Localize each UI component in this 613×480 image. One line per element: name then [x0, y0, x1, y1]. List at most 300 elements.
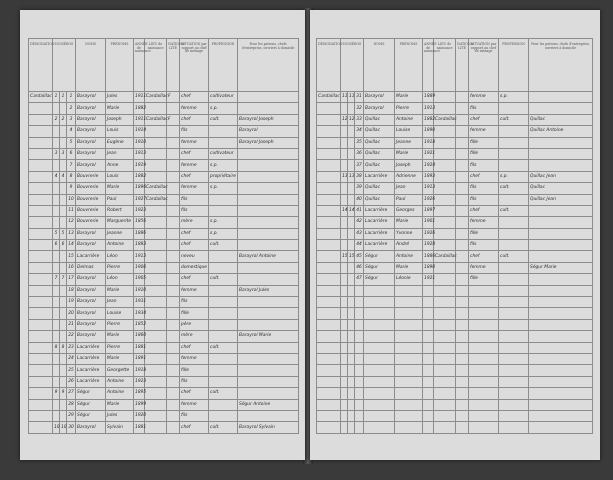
designation-cell	[29, 194, 53, 205]
birth-year-cell: 1923	[134, 376, 145, 387]
nationality-cell	[456, 422, 469, 433]
birth-year-cell: 1926	[423, 194, 434, 205]
birth-year-cell: 1891	[134, 353, 145, 364]
table-row	[317, 183, 593, 194]
employer-cell: Barayrol Joseph	[238, 137, 299, 148]
relation-cell: fille	[180, 365, 209, 376]
nationality-cell	[456, 240, 469, 251]
relation-cell: chef	[180, 228, 209, 239]
surname-cell	[364, 422, 395, 433]
employer-cell	[238, 353, 299, 364]
birthplace-cell	[434, 297, 456, 308]
surname-cell	[364, 308, 395, 319]
profession-cell	[209, 126, 238, 137]
dwelling-number-cell	[348, 376, 355, 387]
surname-cell: Lacarrière	[364, 205, 395, 216]
household-number-cell	[53, 399, 60, 410]
birth-year-cell: 1931	[134, 297, 145, 308]
birth-year-cell: 1852	[134, 319, 145, 330]
employer-cell	[529, 297, 593, 308]
relation-cell: chef	[180, 274, 209, 285]
birth-year-cell: 1897	[423, 205, 434, 216]
employer-cell	[238, 171, 299, 182]
surname-cell: Barayrol	[76, 114, 106, 125]
profession-cell	[499, 319, 529, 330]
birthplace-cell	[145, 171, 167, 182]
profession-cell	[499, 228, 529, 239]
firstname-cell	[395, 308, 423, 319]
profession-cell: cult.	[209, 240, 238, 251]
surname-cell: Barayrol	[76, 319, 106, 330]
household-number-cell: 1	[53, 92, 60, 103]
dwelling-number-cell	[348, 137, 355, 148]
surname-cell	[364, 319, 395, 330]
firstname-cell	[395, 376, 423, 387]
dwelling-number-cell: 12	[348, 114, 355, 125]
designation-cell	[29, 422, 53, 433]
census-table-left	[28, 38, 299, 434]
birthplace-cell	[145, 376, 167, 387]
nationality-cell	[456, 376, 469, 387]
employer-cell	[529, 365, 593, 376]
profession-cell: cult.	[499, 251, 529, 262]
person-number-cell: 39	[355, 183, 364, 194]
person-number-cell: 14	[67, 240, 76, 251]
person-number-cell	[355, 376, 364, 387]
surname-cell: Lacarrière	[364, 217, 395, 228]
birthplace-cell	[434, 137, 456, 148]
dwelling-number-cell	[348, 274, 355, 285]
birthplace-cell	[434, 228, 456, 239]
relation-cell: chef	[180, 342, 209, 353]
surname-cell: Quillac	[364, 126, 395, 137]
table-row	[29, 365, 299, 376]
birthplace-cell	[145, 240, 167, 251]
person-number-cell: 10	[67, 194, 76, 205]
firstname-cell: Eugène	[106, 137, 134, 148]
relation-cell	[469, 297, 499, 308]
table-row	[317, 103, 593, 114]
firstname-cell: Marie	[106, 399, 134, 410]
dwelling-number-cell	[348, 388, 355, 399]
birthplace-cell	[434, 353, 456, 364]
designation-cell	[29, 114, 53, 125]
nationality-cell	[456, 217, 469, 228]
relation-cell: fils	[469, 240, 499, 251]
table-row	[29, 114, 299, 125]
table-row	[29, 388, 299, 399]
birth-year-cell	[423, 308, 434, 319]
household-number-cell	[341, 353, 348, 364]
person-number-cell: 12	[67, 217, 76, 228]
relation-cell: mère	[180, 331, 209, 342]
dwelling-number-cell	[60, 103, 67, 114]
header-row	[29, 39, 299, 92]
nationality-cell	[167, 217, 180, 228]
household-number-cell	[341, 262, 348, 273]
profession-cell: cultivateur	[209, 148, 238, 159]
birthplace-cell	[434, 194, 456, 205]
relation-cell: fils	[469, 103, 499, 114]
surname-cell	[364, 399, 395, 410]
firstname-cell	[395, 422, 423, 433]
person-number-cell: 34	[355, 126, 364, 137]
birth-year-cell: 1914	[134, 126, 145, 137]
employer-cell: Quillac Antoine	[529, 126, 593, 137]
firstname-cell: Louis	[106, 171, 134, 182]
header-firstname: PRÉNOMS	[106, 39, 134, 92]
header-row	[317, 39, 593, 92]
dwelling-number-cell: 4	[60, 171, 67, 182]
dwelling-number-cell	[60, 319, 67, 330]
dwelling-number-cell: 9	[60, 388, 67, 399]
table-row	[317, 262, 593, 273]
birth-year-cell: 1919	[134, 160, 145, 171]
birth-year-cell: 1910	[134, 285, 145, 296]
relation-cell	[469, 285, 499, 296]
birthplace-cell	[145, 308, 167, 319]
relation-cell: fils	[180, 376, 209, 387]
birth-year-cell: 1882	[134, 171, 145, 182]
designation-cell	[29, 388, 53, 399]
header-profession: PROFESSION	[209, 39, 238, 92]
table-row	[29, 148, 299, 159]
table-row	[317, 240, 593, 251]
firstname-cell: Marguerite	[106, 217, 134, 228]
dwelling-number-cell	[348, 297, 355, 308]
household-number-cell: 13	[341, 171, 348, 182]
profession-cell	[499, 217, 529, 228]
firstname-cell	[395, 365, 423, 376]
firstname-cell: Anne	[106, 160, 134, 171]
birth-year-cell	[423, 388, 434, 399]
relation-cell: chef	[180, 388, 209, 399]
designation-cell	[317, 388, 341, 399]
profession-cell: s.p.	[209, 160, 238, 171]
household-number-cell	[341, 126, 348, 137]
surname-cell: Barayrol	[76, 308, 106, 319]
household-number-cell	[53, 353, 60, 364]
designation-cell	[317, 376, 341, 387]
household-number-cell	[53, 160, 60, 171]
firstname-cell: Marie	[395, 92, 423, 103]
nationality-cell: F	[167, 92, 180, 103]
profession-cell	[209, 308, 238, 319]
surname-cell: Barayrol	[364, 92, 395, 103]
relation-cell: chef	[180, 240, 209, 251]
birth-year-cell: 1911	[134, 114, 145, 125]
firstname-cell	[395, 297, 423, 308]
designation-cell	[29, 160, 53, 171]
profession-cell	[209, 251, 238, 262]
profession-cell	[499, 365, 529, 376]
household-number-cell	[53, 285, 60, 296]
surname-cell	[364, 331, 395, 342]
dwelling-number-cell	[60, 137, 67, 148]
household-number-cell	[341, 331, 348, 342]
birthplace-cell	[434, 308, 456, 319]
table-row	[317, 274, 593, 285]
profession-cell	[209, 331, 238, 342]
firstname-cell: Louise	[395, 126, 423, 137]
table-row	[29, 228, 299, 239]
profession-cell	[499, 376, 529, 387]
relation-cell: chef	[180, 422, 209, 433]
employer-cell	[529, 422, 593, 433]
profession-cell: s.p.	[499, 92, 529, 103]
employer-cell	[238, 205, 299, 216]
firstname-cell: Antoine	[106, 388, 134, 399]
person-number-cell: 5	[67, 137, 76, 148]
person-number-cell	[355, 399, 364, 410]
birth-year-cell: 1913	[134, 251, 145, 262]
person-number-cell	[355, 422, 364, 433]
profession-cell: cult.	[209, 342, 238, 353]
table-row	[317, 319, 593, 330]
table-row	[317, 205, 593, 216]
table-row	[29, 410, 299, 421]
household-number-cell	[53, 262, 60, 273]
nationality-cell	[167, 160, 180, 171]
surname-cell: Barayrol	[76, 228, 106, 239]
profession-cell: cult.	[499, 114, 529, 125]
header-designation: DÉSIGNATION	[317, 39, 341, 92]
relation-cell: neveu	[180, 251, 209, 262]
table-row	[317, 160, 593, 171]
employer-cell	[529, 274, 593, 285]
table-row	[317, 194, 593, 205]
birthplace-cell	[434, 422, 456, 433]
employer-cell	[238, 388, 299, 399]
person-number-cell: 33	[355, 114, 364, 125]
dwelling-number-cell	[60, 308, 67, 319]
table-row	[317, 376, 593, 387]
employer-cell	[529, 137, 593, 148]
table-row	[29, 183, 299, 194]
firstname-cell	[395, 285, 423, 296]
dwelling-number-cell	[348, 365, 355, 376]
firstname-cell: Jean	[395, 183, 423, 194]
designation-cell	[29, 103, 53, 114]
birth-year-cell	[423, 285, 434, 296]
household-number-cell	[53, 410, 60, 421]
birth-year-cell: 1893	[423, 171, 434, 182]
person-number-cell: 6	[67, 148, 76, 159]
employer-cell	[238, 240, 299, 251]
birth-year-cell: 1918	[134, 365, 145, 376]
surname-cell: Bouvrerie	[76, 205, 106, 216]
relation-cell	[469, 365, 499, 376]
person-number-cell: 22	[67, 331, 76, 342]
designation-cell	[29, 353, 53, 364]
table-row	[29, 92, 299, 103]
profession-cell	[499, 148, 529, 159]
person-number-cell	[355, 331, 364, 342]
dwelling-number-cell	[60, 262, 67, 273]
designation-cell	[29, 274, 53, 285]
firstname-cell: Louis	[106, 126, 134, 137]
firstname-cell: Pierre	[395, 103, 423, 114]
table-row	[29, 217, 299, 228]
birthplace-cell	[145, 399, 167, 410]
birth-year-cell: 1890	[423, 262, 434, 273]
employer-cell: Barayrol Jules	[238, 285, 299, 296]
employer-cell	[238, 376, 299, 387]
birth-year-cell: 1882	[134, 103, 145, 114]
surname-cell: Ségur	[364, 262, 395, 273]
nationality-cell	[456, 285, 469, 296]
household-number-cell	[53, 103, 60, 114]
table-row	[29, 137, 299, 148]
table-body-right	[317, 92, 593, 434]
household-number-cell	[341, 319, 348, 330]
birth-year-cell	[423, 342, 434, 353]
designation-cell	[317, 331, 341, 342]
birth-year-cell	[423, 319, 434, 330]
employer-cell: Barayrol Joseph	[238, 114, 299, 125]
relation-cell: fille	[469, 137, 499, 148]
nationality-cell	[456, 365, 469, 376]
nationality-cell	[456, 183, 469, 194]
table-row	[29, 194, 299, 205]
household-number-cell	[53, 183, 60, 194]
table-row	[29, 342, 299, 353]
birth-year-cell	[423, 376, 434, 387]
left-register-page	[20, 10, 305, 460]
firstname-cell: Marie	[106, 285, 134, 296]
header-numbers: NUMÉROS	[341, 39, 364, 92]
header-nationality: NATIONA-LITÉ	[456, 39, 469, 92]
employer-cell	[238, 274, 299, 285]
household-number-cell	[341, 308, 348, 319]
household-number-cell: 2	[53, 114, 60, 125]
employer-cell	[238, 217, 299, 228]
relation-cell: chef	[180, 171, 209, 182]
birth-year-cell: 1926	[423, 228, 434, 239]
birthplace-cell	[434, 376, 456, 387]
person-number-cell: 38	[355, 171, 364, 182]
dwelling-number-cell: 3	[60, 148, 67, 159]
profession-cell	[209, 285, 238, 296]
employer-cell: Ségur Antoine	[238, 399, 299, 410]
person-number-cell: 21	[67, 319, 76, 330]
birth-year-cell: 1883	[134, 240, 145, 251]
surname-cell: Barayrol	[76, 285, 106, 296]
relation-cell: femme	[469, 217, 499, 228]
relation-cell: femme	[469, 262, 499, 273]
dwelling-number-cell	[348, 228, 355, 239]
birthplace-cell	[145, 137, 167, 148]
designation-cell	[317, 297, 341, 308]
profession-cell	[499, 103, 529, 114]
person-number-cell: 27	[67, 388, 76, 399]
surname-cell: Barayrol	[76, 92, 106, 103]
person-number-cell: 36	[355, 148, 364, 159]
designation-cell	[29, 308, 53, 319]
header-birthplace: LIEU de naissance	[434, 39, 456, 92]
surname-cell	[364, 410, 395, 421]
dwelling-number-cell	[348, 308, 355, 319]
profession-cell: s.p.	[209, 217, 238, 228]
birthplace-cell	[145, 126, 167, 137]
profession-cell	[499, 126, 529, 137]
household-number-cell: 10	[53, 422, 60, 433]
person-number-cell: 37	[355, 160, 364, 171]
birthplace-cell: Cardaillac	[145, 114, 167, 125]
person-number-cell	[355, 297, 364, 308]
designation-cell	[317, 365, 341, 376]
designation-cell	[29, 228, 53, 239]
profession-cell: cult.	[209, 114, 238, 125]
surname-cell	[364, 342, 395, 353]
birth-year-cell: 1886	[134, 228, 145, 239]
person-number-cell: 43	[355, 228, 364, 239]
table-row	[317, 251, 593, 262]
relation-cell: femme	[180, 103, 209, 114]
table-row	[29, 399, 299, 410]
profession-cell	[499, 353, 529, 364]
birthplace-cell: Cardaillac	[145, 92, 167, 103]
relation-cell	[469, 410, 499, 421]
nationality-cell	[167, 240, 180, 251]
dwelling-number-cell: 6	[60, 240, 67, 251]
nationality-cell	[167, 342, 180, 353]
birth-year-cell: 1918	[423, 137, 434, 148]
table-row	[317, 114, 593, 125]
surname-cell: Bouvrerie	[76, 194, 106, 205]
profession-cell	[209, 376, 238, 387]
birthplace-cell	[145, 319, 167, 330]
profession-cell	[499, 285, 529, 296]
designation-cell: Cardaillac	[317, 92, 341, 103]
relation-cell: chef	[469, 205, 499, 216]
profession-cell	[209, 410, 238, 421]
relation-cell: fils	[180, 126, 209, 137]
birthplace-cell: Cardaillac	[434, 251, 456, 262]
nationality-cell	[167, 262, 180, 273]
person-number-cell: 29	[67, 410, 76, 421]
firstname-cell	[395, 319, 423, 330]
firstname-cell: Léonie	[395, 274, 423, 285]
relation-cell: chef	[469, 114, 499, 125]
birth-year-cell: 1923	[134, 205, 145, 216]
birth-year-cell: 1881	[134, 422, 145, 433]
dwelling-number-cell: 14	[348, 205, 355, 216]
household-number-cell	[53, 308, 60, 319]
firstname-cell: Sylvain	[106, 422, 134, 433]
birth-year-cell: 1886	[423, 251, 434, 262]
employer-cell	[529, 388, 593, 399]
nationality-cell	[167, 285, 180, 296]
profession-cell	[499, 262, 529, 273]
household-number-cell: 9	[53, 388, 60, 399]
table-row	[317, 171, 593, 182]
household-number-cell: 4	[53, 171, 60, 182]
dwelling-number-cell	[348, 342, 355, 353]
employer-cell: Quillac	[529, 183, 593, 194]
birth-year-cell: 1927	[134, 194, 145, 205]
household-number-cell	[341, 410, 348, 421]
table-row	[29, 274, 299, 285]
profession-cell	[209, 297, 238, 308]
employer-cell: Ségur Marie	[529, 262, 593, 273]
table-row	[317, 217, 593, 228]
profession-cell: cult.	[209, 274, 238, 285]
household-number-cell: 6	[53, 240, 60, 251]
birthplace-cell	[145, 148, 167, 159]
surname-cell: Quillac	[364, 183, 395, 194]
birth-year-cell: 1896	[134, 183, 145, 194]
